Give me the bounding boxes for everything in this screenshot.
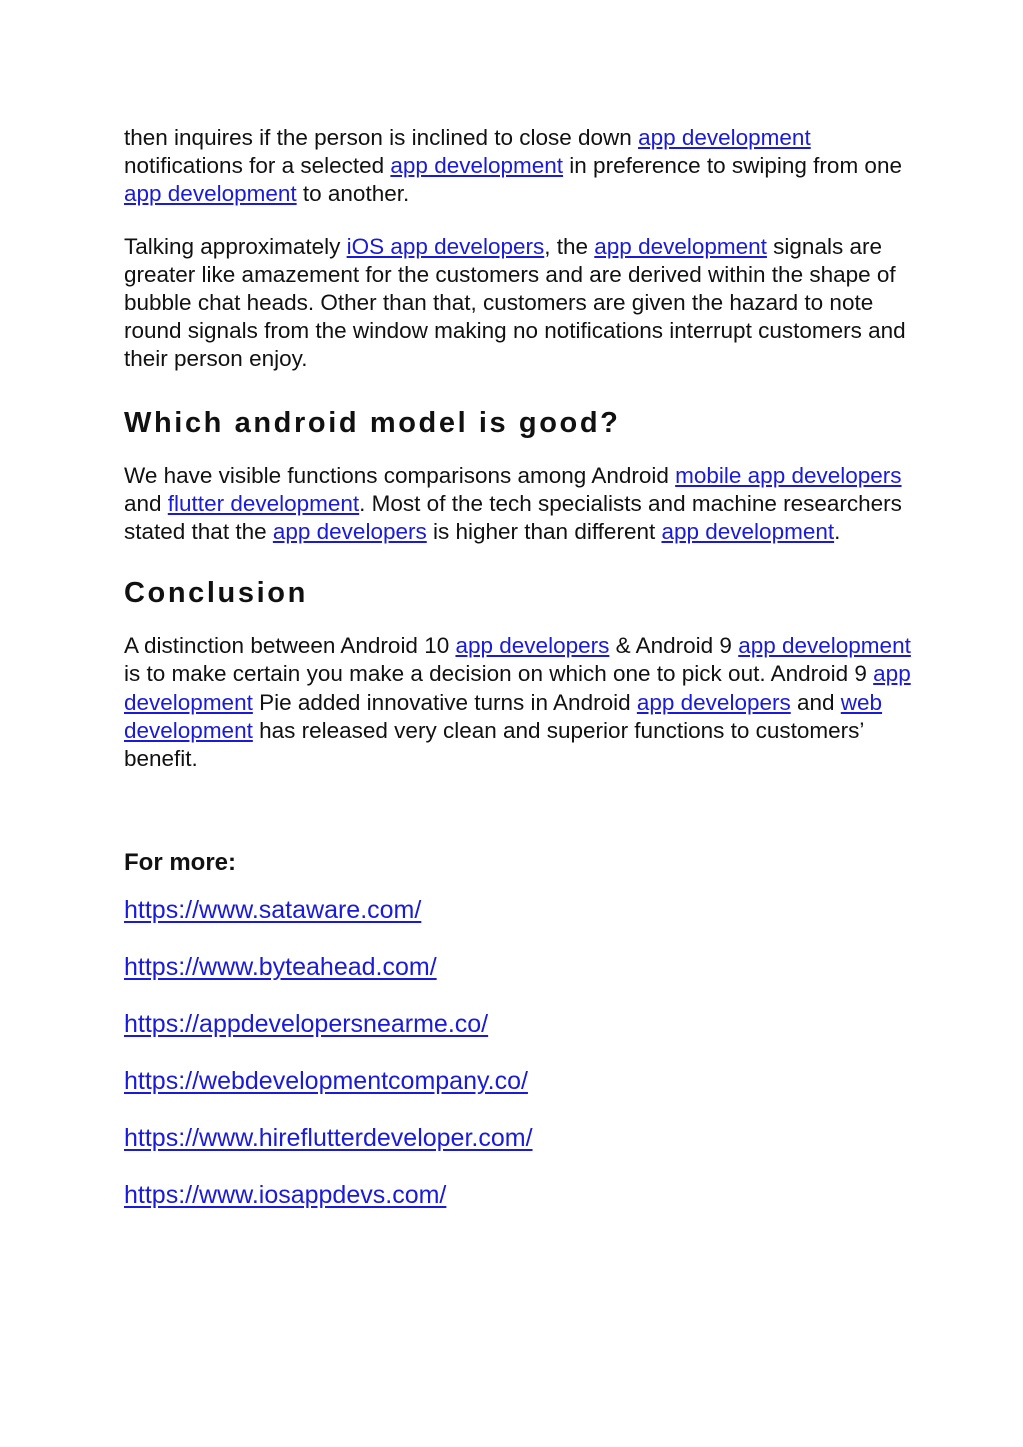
text: Talking approximately <box>124 233 347 259</box>
app-development-link[interactable]: app development <box>738 633 911 659</box>
url-link-appdevelopersnearme[interactable]: https://appdevelopersnearme.co/ <box>124 1010 489 1039</box>
text: signals are greater like amazement for the customers and are derived within the shape of bubble chat heads. Other than that, customers are given the hazard to note round signals from the window making no notifications interrupt customers and their person enjoy. <box>124 233 906 372</box>
text: , the <box>544 233 595 259</box>
url-link-iosappdevs[interactable]: https://www.iosappdevs.com/ <box>124 1181 447 1210</box>
text: in preference to swiping from one <box>563 153 902 179</box>
app-development-link[interactable]: app development <box>124 181 297 207</box>
ios-paragraph <box>124 233 914 374</box>
url-link-sataware[interactable]: https://www.sataware.com/ <box>124 896 422 925</box>
text: A distinction between Android 10 <box>124 633 456 659</box>
section-heading-conclusion: Conclusion <box>124 577 308 610</box>
section-heading-android: Which android model is good? <box>124 406 621 439</box>
url-link-byteahead[interactable]: https://www.byteahead.com/ <box>124 953 437 982</box>
list-item <box>124 1009 914 1039</box>
document-page <box>124 124 914 1237</box>
flutter-development-link[interactable]: flutter development <box>167 490 360 516</box>
text: then inquires if the person is inclined to close down <box>124 125 639 150</box>
text: . <box>834 519 841 545</box>
for-more-label: For more: <box>124 849 237 877</box>
conclusion-paragraph <box>124 632 914 773</box>
url-link-webdevelopmentcompany[interactable]: https://webdevelopmentcompany.co/ <box>124 1067 528 1096</box>
text: is higher than different <box>426 519 662 545</box>
text: and <box>790 689 841 715</box>
list-item <box>124 1066 914 1096</box>
app-development-link[interactable]: app development <box>661 519 835 545</box>
web-development-link[interactable]: web development <box>124 689 883 743</box>
ios-app-developers-link[interactable]: iOS app developers <box>346 233 545 259</box>
android-paragraph <box>124 462 914 547</box>
app-development-link[interactable]: app development <box>594 233 767 259</box>
list-item <box>124 952 914 982</box>
text: notifications for a selected <box>124 153 391 179</box>
text: . Most of the tech specialists and machine researchers stated that the <box>124 490 902 545</box>
app-developers-link[interactable]: app developers <box>272 519 427 545</box>
text: Pie added innovative turns in Android <box>252 689 637 715</box>
app-development-link[interactable]: app development <box>390 153 564 179</box>
app-developers-link[interactable]: app developers <box>636 689 791 715</box>
mobile-app-developers-link[interactable]: mobile app developers <box>675 462 902 488</box>
list-item <box>124 1123 914 1153</box>
list-item <box>124 895 914 925</box>
app-development-link[interactable]: app development <box>638 125 811 150</box>
list-item <box>124 1180 914 1210</box>
text: is to make certain you make a decision on which one to pick out. Android 9 <box>124 661 874 687</box>
text: to another. <box>296 181 410 207</box>
url-list <box>124 895 914 1210</box>
text: and <box>124 490 168 516</box>
intro-paragraph <box>124 124 914 209</box>
text: has released very clean and superior functions to customers’ benefit. <box>124 717 864 772</box>
text: We have visible functions comparisons among Android <box>124 462 676 488</box>
app-development-link[interactable]: app development <box>124 661 911 715</box>
app-developers-link[interactable]: app developers <box>455 633 610 659</box>
url-link-hireflutterdeveloper[interactable]: https://www.hireflutterdeveloper.com/ <box>124 1124 533 1153</box>
text: & Android 9 <box>609 633 739 659</box>
